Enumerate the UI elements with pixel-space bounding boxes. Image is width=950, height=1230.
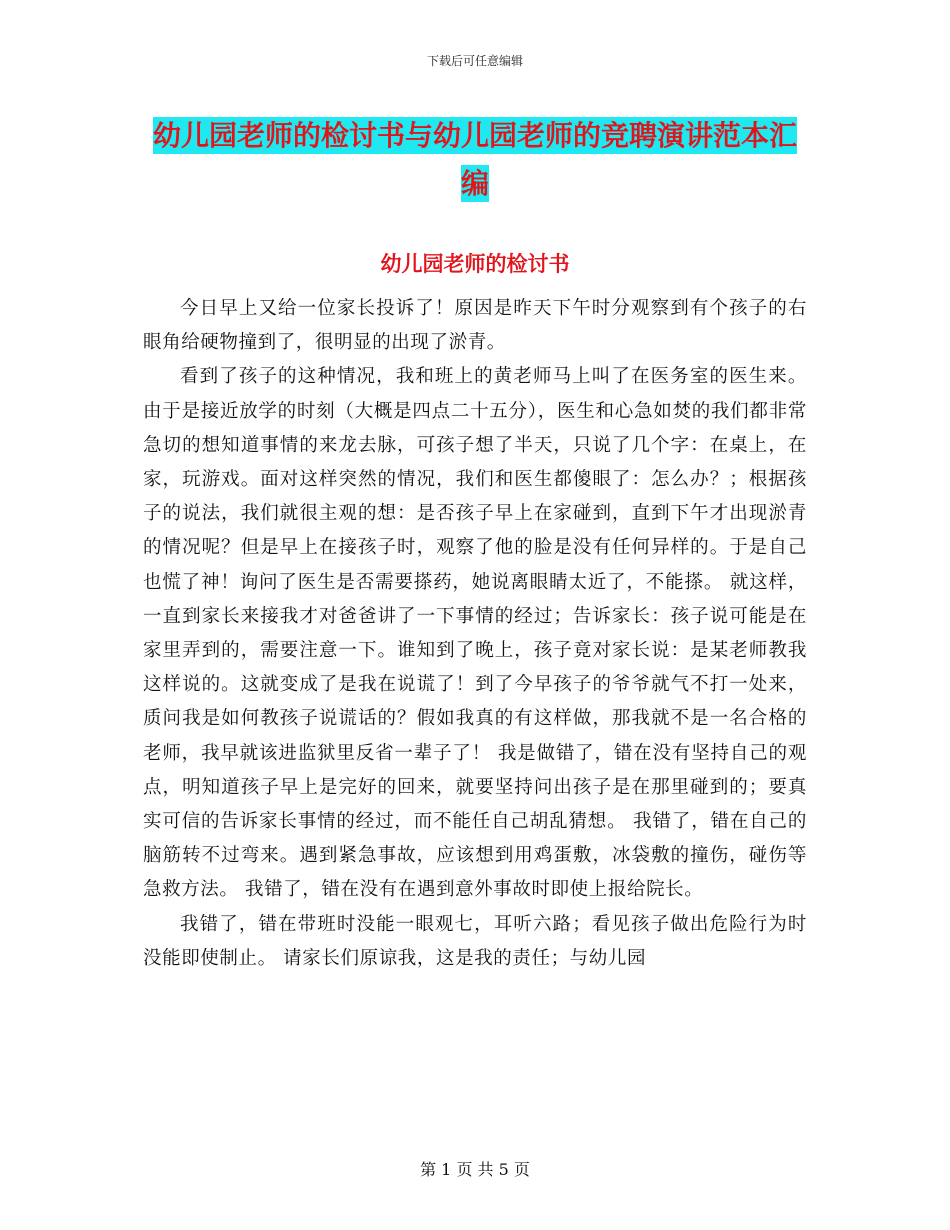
- title-line-2: 编: [460, 167, 489, 200]
- header-note: 下载后可任意编辑: [426, 54, 523, 68]
- body-text: [143, 292, 807, 976]
- section-heading: 幼儿园老师的检讨书: [380, 251, 570, 276]
- document-title: [140, 112, 810, 208]
- page-footer: 第 1 页 共 5 页: [420, 1160, 530, 1179]
- paragraph: 我错了，错在带班时没能一眼观七，耳听六路；看见孩子做出危险行为时没能即使制止。 请家长们原谅我，这是我的责任；与幼儿园: [143, 913, 807, 969]
- paragraph: 今日早上又给一位家长投诉了！原因是昨天下午时分观察到有个孩子的右眼角给硬物撞到了，很明显的出现了淤青。: [143, 298, 807, 354]
- paragraph: 看到了孩子的这种情况，我和班上的黄老师马上叫了在医务室的医生来。由于是接近放学的时刻（大概是四点二十五分），医生和心急如焚的我们都非常急切的想知道事情的来龙去脉，可孩子想了半天，只说了几个字：在桌上，在家，玩游戏。面对这样突然的情况，我们和医生都傻眼了：怎么办？；根据孩子的说法，我们就很主观的想：是否孩子早上在家碰到，直到下午才出现淤青的情况呢？但是早上在接孩子时，观察了他的脸是没有任何异样的。于是自己也慌了神！询问了医生是否需要搽药，她说离眼睛太近了，不能搽。 就这样，一直到家长来接我才对爸爸讲了一下事情的经过；告诉家长：孩子说可能是在家里弄到的，需要注意一下。谁知到了晚上，孩子竟对家长说：是某老师教我这样说的。这就变成了是我在说谎了！到了今早孩子的爷爷就气不打一处来，质问我是如何教孩子说谎话的？假如我真的有这样做，那我就不是一名合格的老师，我早就该进监狱里反省一辈子了！ 我是做错了，错在没有坚持自己的观点，明知道孩子早上是完好的回来，就要坚持问出孩子是在那里碰到的；要真实可信的告诉家长事情的经过，而不能任自己胡乱猜想。 我错了，错在自己的脑筋转不过弯来。遇到紧急事故，应该想到用鸡蛋敷，冰袋敷的撞伤，碰伤等急救方法。 我错了，错在没有在遇到意外事故时即使上报给院长。: [143, 366, 807, 901]
- title-line-1: 幼儿园老师的检讨书与幼儿园老师的竞聘演讲范本汇: [152, 119, 797, 152]
